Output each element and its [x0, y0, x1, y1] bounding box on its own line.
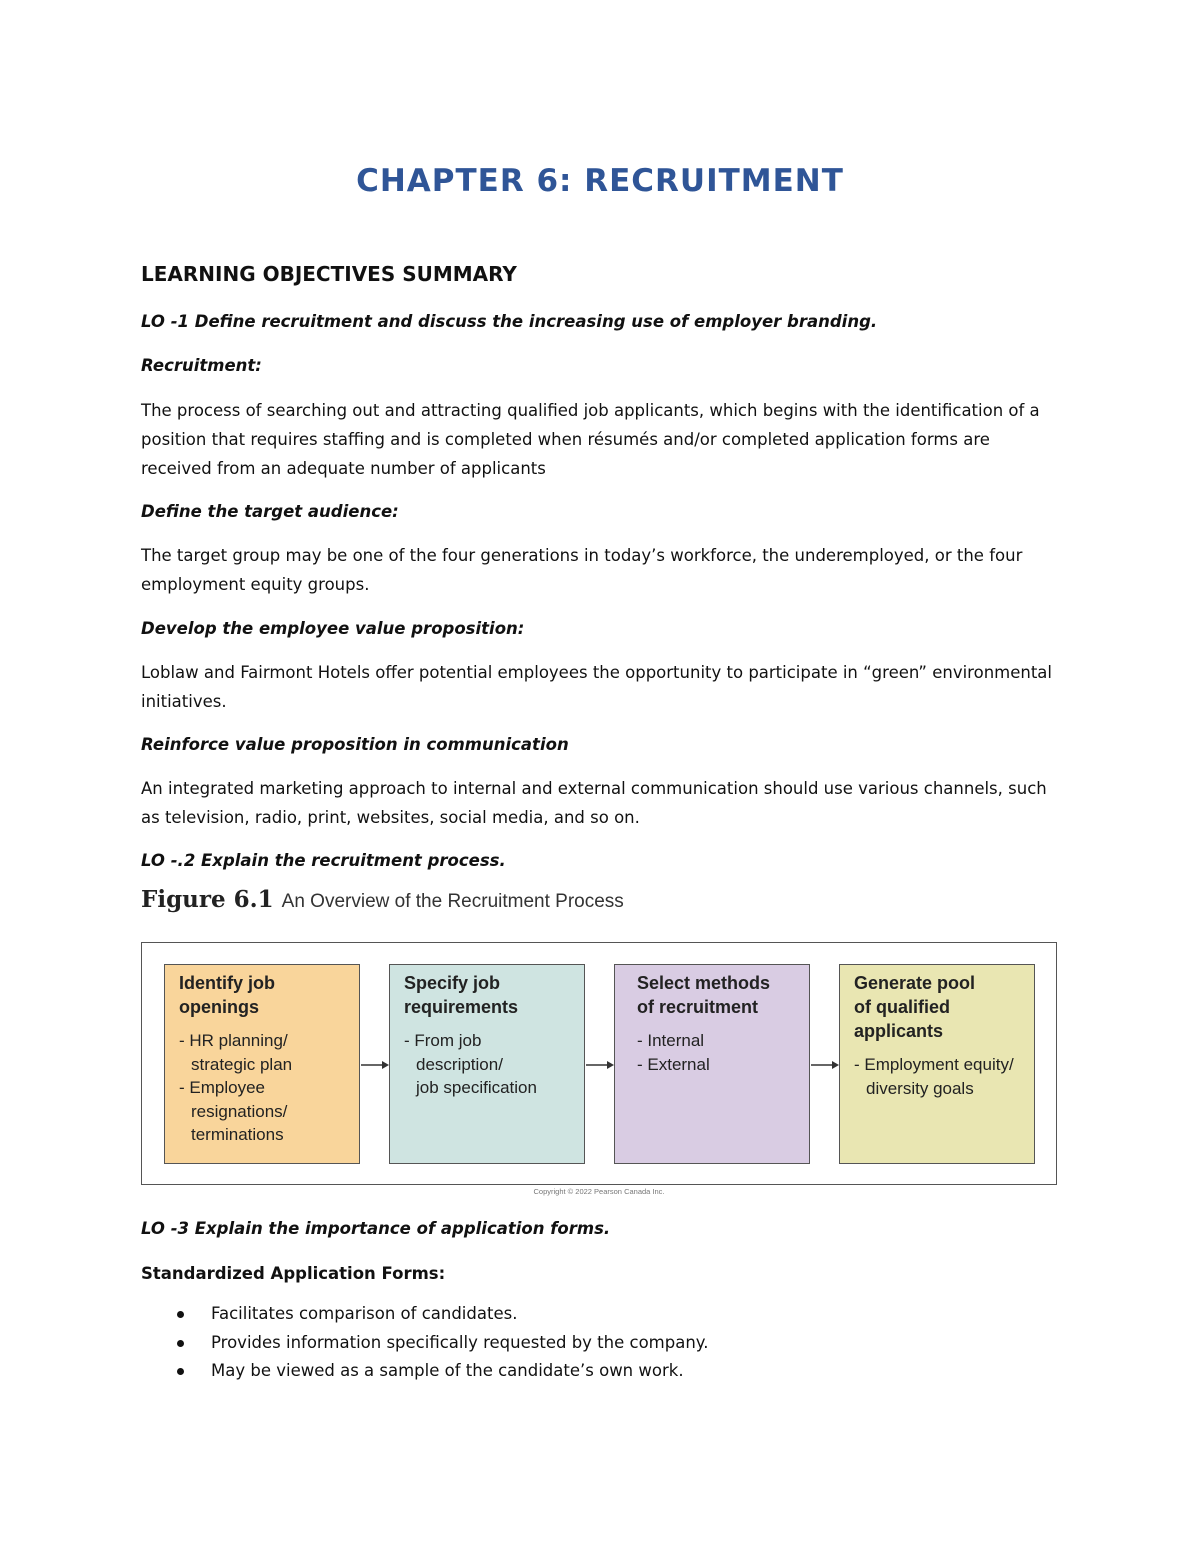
lo2-heading: LO -.2 Explain the recruitment process. — [141, 851, 506, 870]
figure-copyright: Copyright © 2022 Pearson Canada Inc. — [533, 1187, 665, 1196]
lo3-heading: LO -3 Explain the importance of application forms. — [141, 1219, 611, 1238]
reinforce-label: Reinforce value proposition in communication — [141, 735, 569, 754]
process-box-title: Specify job requirements — [404, 973, 519, 1017]
list-item: Provides information specifically requested by the company. — [141, 1329, 708, 1358]
process-box-item: - Employment equity/ diversity goals — [854, 1055, 1014, 1098]
bullet-icon — [177, 1340, 184, 1347]
target-text: The target group may be one of the four generations in today’s workforce, the underemployed, or the four employment equity groups. — [141, 546, 1023, 594]
process-box-generate — [839, 964, 1035, 1164]
section-heading: LEARNING OBJECTIVES SUMMARY — [141, 262, 517, 286]
process-box-item: - Employee resignations/ terminations — [179, 1078, 288, 1144]
lo1-heading: LO -1 Define recruitment and discuss the increasing use of employer branding. — [141, 312, 878, 331]
list-item: May be viewed as a sample of the candidate’s own work. — [141, 1357, 708, 1386]
page-title: CHAPTER 6: RECRUITMENT — [356, 163, 844, 199]
process-box-item: - HR planning/ strategic plan — [179, 1031, 293, 1074]
process-box-specify — [389, 964, 585, 1164]
bullet-icon — [177, 1368, 184, 1375]
process-box-item: - External — [637, 1054, 710, 1074]
process-box-item: - From job description/ job specification — [404, 1031, 537, 1097]
reinforce-text: An integrated marketing approach to internal and external communication should use various channels, such as television, radio, print, websites, social media, and so on. — [141, 779, 1047, 827]
figure-caption: An Overview of the Recruitment Process — [281, 891, 624, 912]
evp-label: Develop the employee value proposition: — [141, 619, 525, 638]
arrow-right-icon — [585, 1055, 615, 1075]
recruitment-text: The process of searching out and attracting qualified job applicants, which begins with the identification of a position that requires staffing and is completed when résumés and/or completed application forms are received from an adequate number of applicants — [141, 401, 1040, 478]
process-box-select — [614, 964, 810, 1164]
target-label: Define the target audience: — [141, 502, 399, 521]
figure-number: Figure 6.1 — [141, 886, 274, 913]
process-box-title: Generate pool of qualified applicants — [854, 973, 976, 1041]
process-box-title: Identify job openings — [179, 973, 275, 1017]
recruitment-label: Recruitment: — [141, 356, 262, 375]
evp-text: Loblaw and Fairmont Hotels offer potential employees the opportunity to participate in “green” environmental initiatives. — [141, 663, 1053, 711]
forms-label: Standardized Application Forms: — [141, 1264, 446, 1283]
process-box-title: Select methods of recruitment — [637, 973, 771, 1017]
bullet-icon — [177, 1311, 184, 1318]
figure-title — [141, 886, 1059, 926]
list-item: Facilitates comparison of candidates. — [141, 1300, 708, 1329]
process-box-identify — [164, 964, 360, 1164]
forms-bullet-list — [141, 1300, 708, 1386]
arrow-right-icon — [810, 1055, 840, 1075]
arrow-right-icon — [360, 1055, 390, 1075]
process-box-item: - Internal — [637, 1031, 705, 1050]
